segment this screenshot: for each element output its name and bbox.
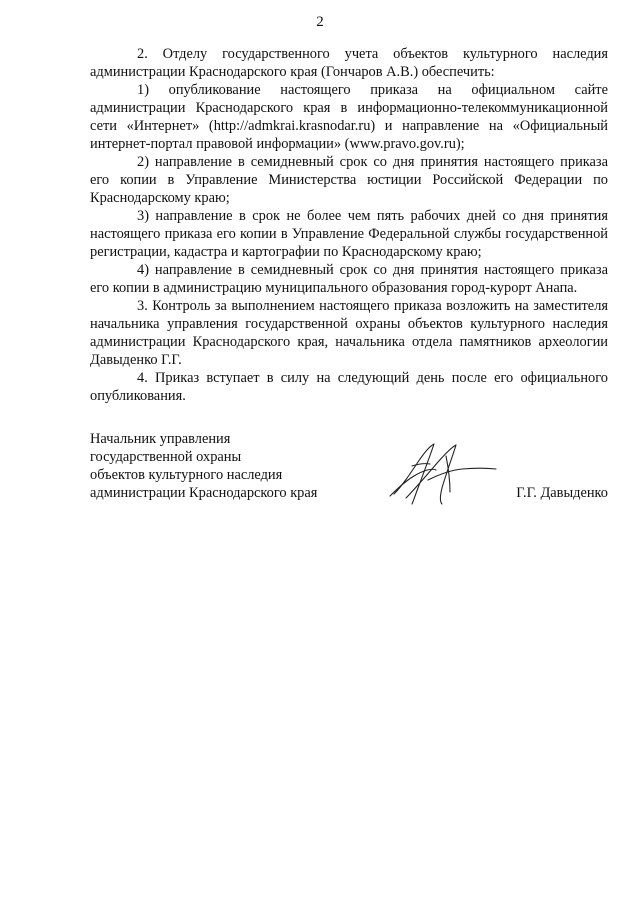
signature-block	[90, 430, 608, 510]
paragraph-item-3: 3. Контроль за выполнением настоящего приказа возложить на заместителя начальника управления государственной охраны объектов культурного наследия администрации Краснодарского края, начальника отдела памятников археологии Давыденко Г.Г.	[90, 298, 608, 368]
paragraph-subitem-4: 4) направление в семидневный срок со дня принятия настоящего приказа его копии в администрацию муниципального образования город-курорт Анапа.	[90, 262, 608, 296]
signer-title-line: Начальник управления	[90, 431, 231, 447]
page-number: 2	[316, 14, 324, 30]
paragraph-item-4: 4. Приказ вступает в силу на следующий день после его официального опубликования.	[90, 370, 608, 404]
paragraph-subitem-1: 1) опубликование настоящего приказа на официальном сайте администрации Краснодарского края в информационно-телекоммуникационной сети «Интернет» (http://admkrai.krasnodar.ru) и направление на «Официальный интернет-портал правовой информации» (www.pravo.gov.ru);	[90, 82, 608, 152]
handwritten-signature	[388, 436, 498, 508]
paragraph-item-2: 2. Отделу государственного учета объектов культурного наследия администрации Краснодарского края (Гончаров А.В.) обеспечить:	[90, 46, 608, 80]
document-body	[90, 45, 608, 405]
paragraph-subitem-2: 2) направление в семидневный срок со дня принятия настоящего приказа его копии в Управление Министерства юстиции Российской Федерации по Краснодарскому краю;	[90, 154, 608, 206]
signer-title-line: администрации Краснодарского края	[90, 485, 318, 501]
signer-name: Г.Г. Давыденко	[516, 485, 608, 501]
signer-title-line: государственной охраны	[90, 449, 242, 465]
signer-title-line: объектов культурного наследия	[90, 467, 283, 483]
paragraph-subitem-3: 3) направление в срок не более чем пять рабочих дней со дня принятия настоящего приказа его копии в Управление Федеральной службы государственной регистрации, кадастра и картографии по Краснодарскому краю;	[90, 208, 608, 260]
